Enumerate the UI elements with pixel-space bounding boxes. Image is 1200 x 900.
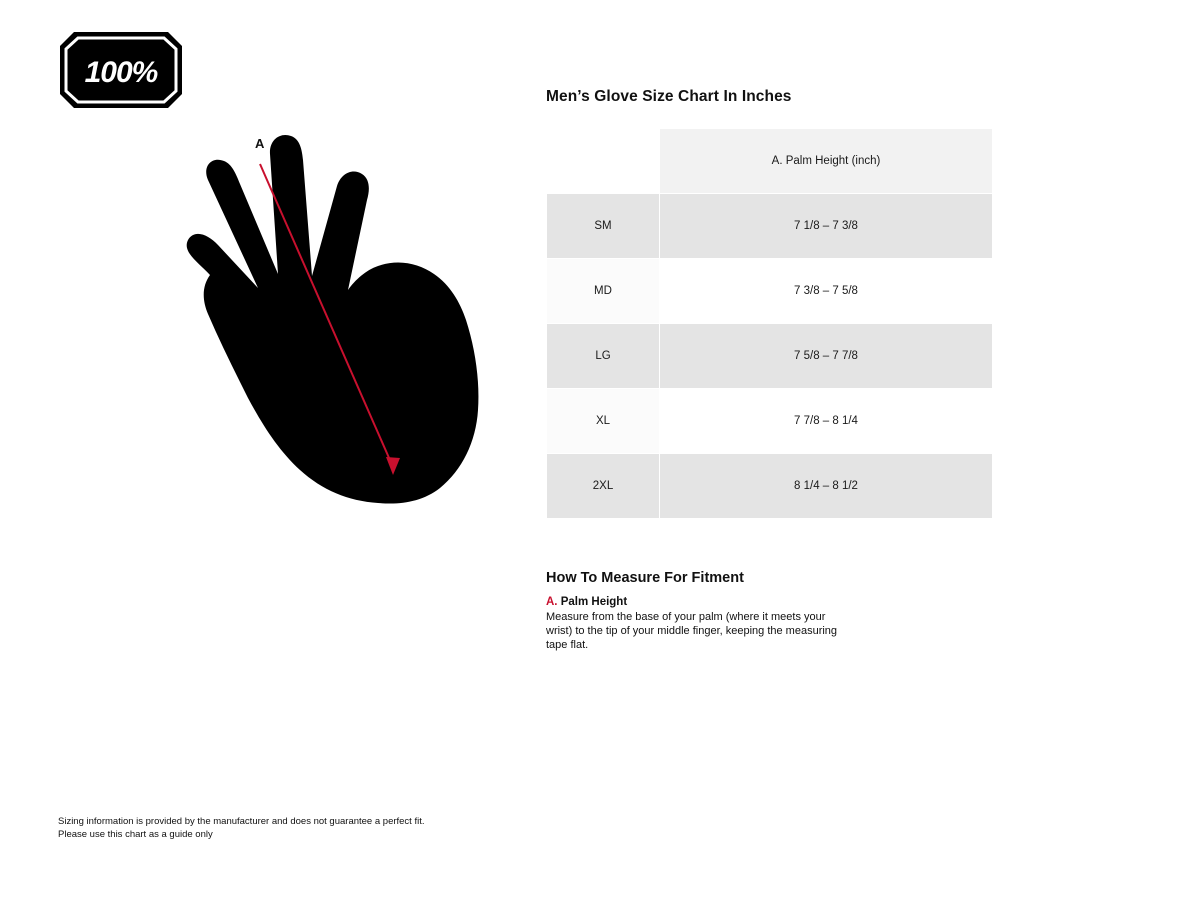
size-chart-table	[546, 128, 993, 519]
table-row	[547, 454, 993, 519]
table-header-palm-height: A. Palm Height (inch)	[660, 129, 993, 194]
measure-item-name: Palm Height	[560, 596, 628, 608]
hand-illustration	[150, 130, 550, 520]
table-row	[547, 194, 993, 259]
size-label: XL	[547, 389, 660, 454]
size-label: 2XL	[547, 454, 660, 519]
size-chart-section	[546, 88, 996, 519]
how-to-measure-title: How To Measure For Fitment	[546, 570, 744, 586]
palm-height-value: 7 5/8 – 7 7/8	[660, 324, 993, 389]
100-percent-logo-icon	[58, 30, 184, 110]
brand-logo	[58, 30, 184, 110]
how-to-measure-section	[546, 570, 876, 653]
measure-item-description: Measure from the base of your palm (where it meets your wrist) to the tip of your middle finger, keeping the measuring tape flat.	[546, 611, 838, 651]
palm-height-value: 7 7/8 – 8 1/4	[660, 389, 993, 454]
table-row	[547, 259, 993, 324]
hand-silhouette-icon	[150, 130, 550, 520]
footer-disclaimer	[58, 816, 425, 842]
palm-height-value: 7 1/8 – 7 3/8	[660, 194, 993, 259]
footer-line-2: Please use this chart as a guide only	[58, 828, 213, 840]
svg-text:100%: 100%	[84, 56, 158, 89]
size-label: SM	[547, 194, 660, 259]
table-row	[547, 324, 993, 389]
size-label: LG	[547, 324, 660, 389]
table-row	[547, 389, 993, 454]
palm-height-value: 8 1/4 – 8 1/2	[660, 454, 993, 519]
measure-item-heading	[546, 596, 876, 608]
palm-height-value: 7 3/8 – 7 5/8	[660, 259, 993, 324]
footer-line-1: Sizing information is provided by the manufacturer and does not guarantee a perfect fit.	[58, 816, 425, 827]
table-header-row	[547, 129, 993, 194]
page-title: Men’s Glove Size Chart In Inches	[546, 88, 792, 105]
size-label: MD	[547, 259, 660, 324]
table-header-blank	[547, 129, 660, 194]
measure-item-letter: A.	[546, 596, 558, 608]
measure-point-label-a: A	[255, 136, 265, 151]
